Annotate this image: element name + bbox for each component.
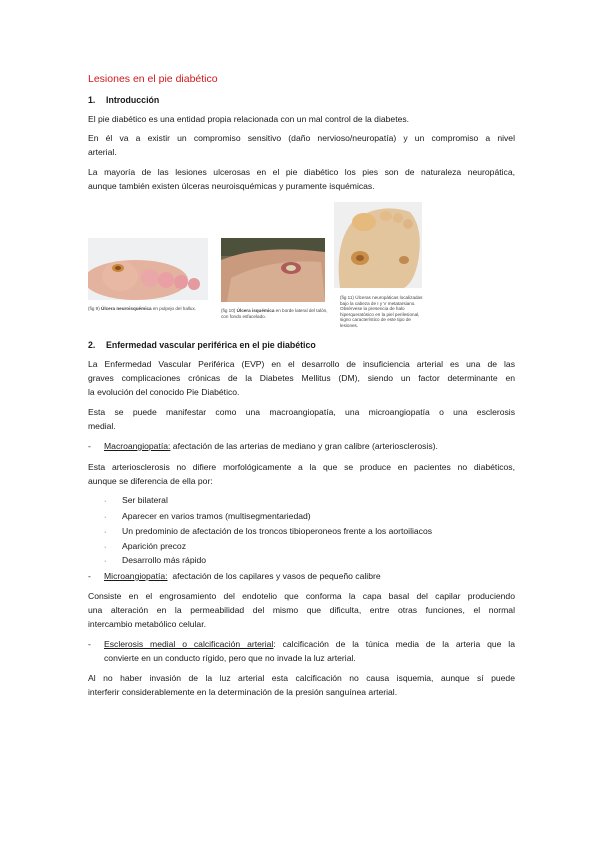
bullet-item-2: [104, 509, 311, 525]
intro-paragraph-1: El pie diabético es una entidad propia relacionada con un mal control de la diabetes.: [88, 114, 410, 124]
dash-marker: -: [88, 571, 91, 581]
photo-hallux-ulcer: [88, 238, 208, 300]
photo-heel-ulcer: [221, 238, 325, 302]
figure-10-bold: Úlcera isquémica: [236, 308, 275, 313]
figure-9-text: en pulpejo del hallux.: [152, 306, 197, 311]
section-2-number: 2.: [88, 340, 96, 350]
bullet-marker: ·: [104, 514, 107, 521]
dash-marker: -: [88, 639, 91, 649]
page-title: Lesiones en el pie diabético: [88, 73, 218, 85]
endothelium-paragraph-line-3: intercambio metabólico celular.: [88, 619, 206, 629]
figure-11-caption: [340, 295, 424, 329]
endothelium-paragraph-line-1: Consiste en el engrosamiento del endotelio que conforma la capa basal del capilar produciendo: [88, 591, 515, 601]
figure-10-caption: [221, 308, 331, 319]
figure-9-bold: Úlcera neuroisquémica: [101, 306, 152, 311]
macroangiopathy-label: Macroangiopatía:: [104, 441, 171, 451]
section-2-title: Enfermedad vascular periférica en el pie diabético: [106, 340, 316, 350]
figure-9-label: (fig 9): [88, 306, 100, 311]
bullet-text: Un predominio de afectación de los troncos tibioperoneos frente a los aortoiliacos: [122, 526, 433, 536]
medial-sclerosis-text-2: convierte en un conducto rígido, pero que no invade la luz arterial.: [104, 653, 356, 663]
arteriosclerosis-paragraph-line-2: aunque se diferencia de ella por:: [88, 476, 213, 486]
endothelium-paragraph-line-2: una alteración en la permeabilidad del mismo que dificulta, entre otras funciones, el normal: [88, 605, 515, 615]
dash-marker: -: [88, 441, 91, 451]
medial-sclerosis-label: Esclerosis medial o calcificación arterial: [104, 639, 274, 649]
section-1-number: 1.: [88, 95, 96, 105]
manifest-paragraph-line-2: medial.: [88, 421, 116, 431]
bullet-text: Ser bilateral: [122, 495, 168, 505]
evp-paragraph-line-1: La Enfermedad Vascular Periférica (EVP) en el desarrollo de insuficiencia arterial es una de las: [88, 359, 515, 369]
intro-paragraph-3-line-2: aunque también existen úlceras neuroisquémicas y puramente isquémicas.: [88, 181, 375, 191]
section-1-heading: [88, 93, 159, 107]
photo-plantar-ulcers: [334, 202, 422, 288]
section-2-heading: [88, 338, 316, 352]
intro-paragraph-2-line-2: arterial.: [88, 147, 117, 157]
intro-paragraph-2-line-1: En él va a existir un compromiso sensitivo (daño nervioso/neuropatía) y un compromiso a nivel: [88, 133, 515, 143]
manifest-paragraph-line-1: Esta se puede manifestar como una macroangiopatía, una microangiopatía o una esclerosis: [88, 407, 515, 417]
evp-paragraph-line-2: graves complicaciones crónicas de la Diabetes Mellitus (DM), siendo un factor determinante en: [88, 373, 515, 383]
figure-9-caption: [88, 306, 220, 312]
figure-11-text: Úlceras neuropáticas localizadas bajo la cabeza de I y V metatarsiano. Obsérvese la presencia de halo hiperqueratósico en la piel perilesional, signo característico de este tipo de lesiones.: [340, 295, 423, 328]
medial-sclerosis-text-1: : calcificación de la túnica media de la arteria que la: [273, 639, 515, 649]
figure-10-text: en borde lateral del talón, con fondo esfacelado.: [221, 308, 328, 319]
bullet-marker: ·: [104, 544, 107, 551]
microangiopathy-text: afectación de los capilares y vasos de pequeño calibre: [167, 571, 381, 581]
bullet-marker: ·: [104, 529, 107, 536]
bullet-text: Aparición precoz: [122, 541, 187, 551]
arteriosclerosis-paragraph-line-1: Esta arteriosclerosis no difiere morfológicamente a la que se produce en pacientes no diabéticos,: [88, 462, 515, 472]
bullet-text: Desarrollo más rápido: [122, 555, 207, 565]
macroangiopathy-text: afectación de las arterias de mediano y gran calibre (arteriosclerosis).: [170, 441, 438, 451]
evp-paragraph-line-3: la evolución del conocido Pie Diabético.: [88, 387, 240, 397]
bullet-marker: ·: [104, 498, 107, 505]
closing-paragraph-line-1: Al no haber invasión de la luz arterial esta calcificación no causa isquemia, aunque sí puede: [88, 673, 515, 683]
bullet-item-1: [104, 493, 168, 509]
intro-paragraph-3-line-1: La mayoría de las lesiones ulcerosas en el pie diabético los pies son de naturaleza neuropática,: [88, 167, 515, 177]
figure-11-label: (fig 11): [340, 295, 354, 300]
bullet-text: Aparecer en varios tramos (multisegmentariedad): [122, 511, 311, 521]
bullet-item-5: [104, 553, 206, 569]
section-1-title: Introducción: [106, 95, 160, 105]
figure-10-label: (fig 10): [221, 308, 236, 313]
bullet-marker: ·: [104, 558, 107, 565]
closing-paragraph-line-2: interferir considerablemente en la determinación de la presión sanguínea arterial.: [88, 687, 398, 697]
bullet-item-3: [104, 524, 432, 540]
microangiopathy-label: Microangiopatía:: [104, 571, 168, 581]
